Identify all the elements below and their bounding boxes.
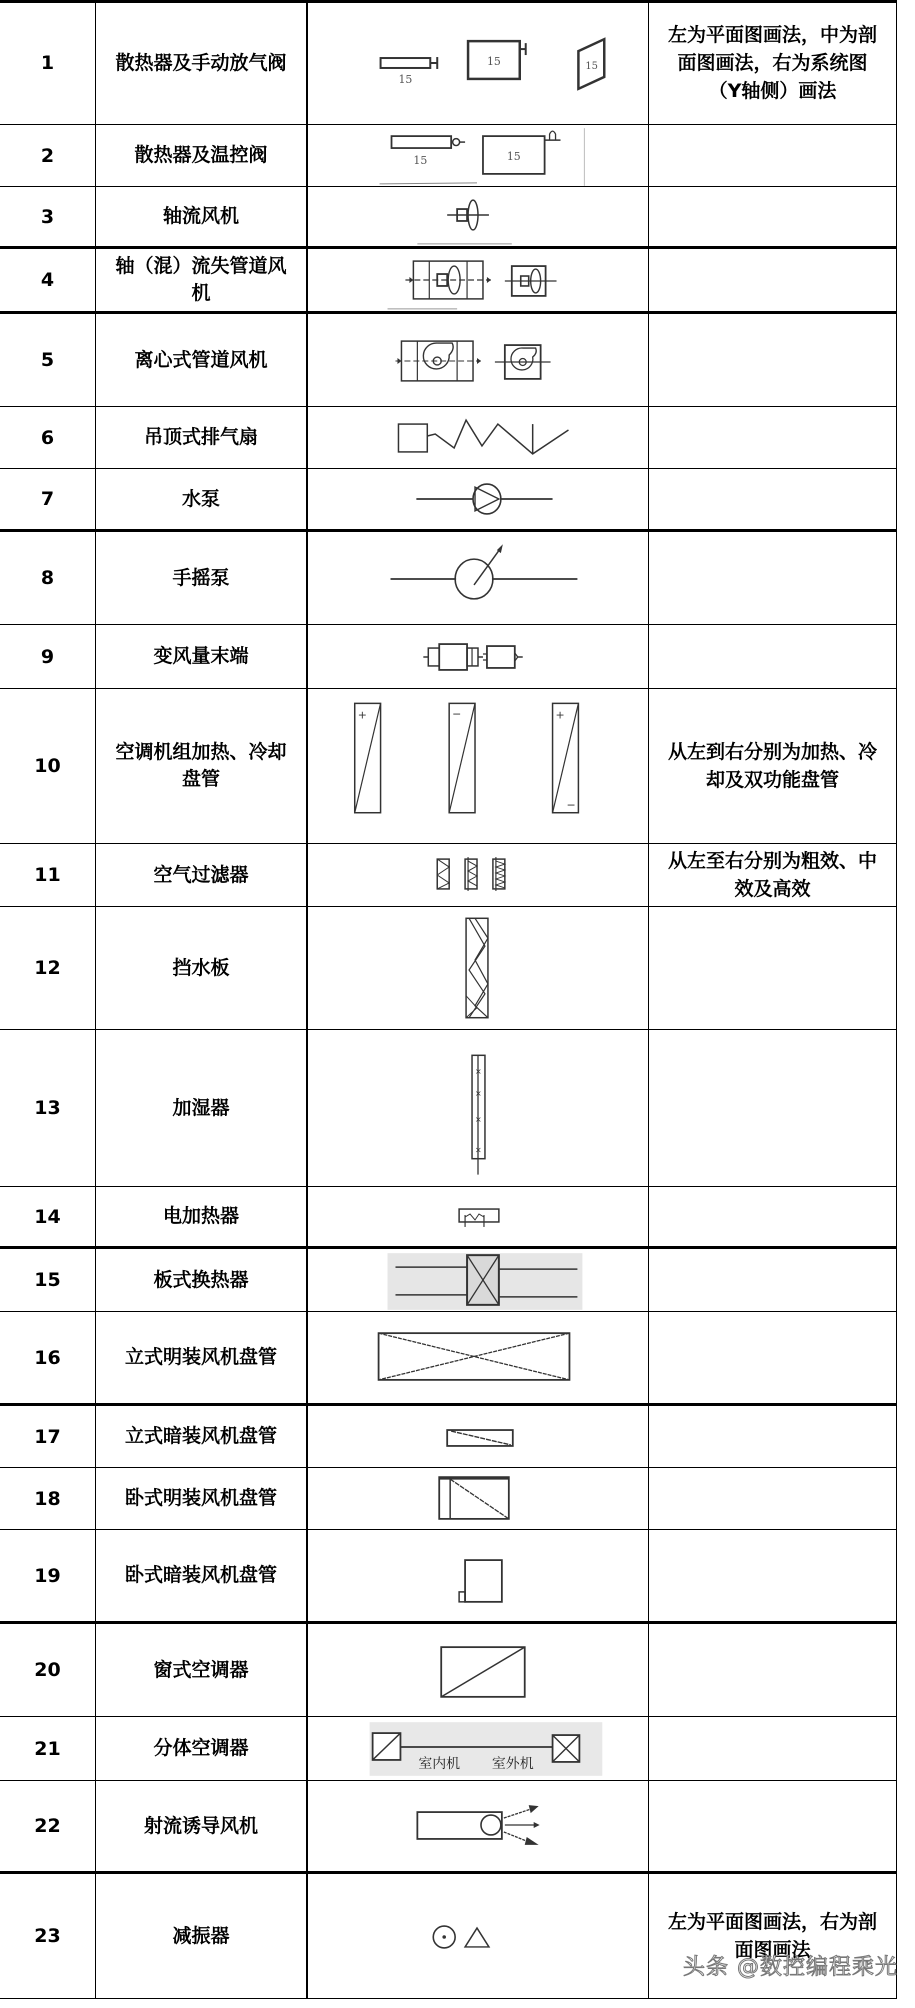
row-name: 离心式管道风机 xyxy=(95,314,306,406)
row-note xyxy=(648,469,897,529)
svg-text:15: 15 xyxy=(398,72,413,86)
table-row xyxy=(0,1249,897,1312)
svg-text:室内机: 室内机 xyxy=(418,1755,461,1772)
row-name: 手摇泵 xyxy=(95,532,306,624)
svg-text:−: − xyxy=(452,706,462,720)
window-air-conditioner-icon xyxy=(306,1624,648,1716)
table-row xyxy=(0,1530,897,1624)
row-note xyxy=(648,1530,897,1621)
svg-text:×: × xyxy=(475,1114,482,1124)
row-name: 卧式暗装风机盘管 xyxy=(95,1530,306,1621)
row-note: 左为平面图画法，右为剖面图画法 xyxy=(648,1874,897,1998)
eliminator-icon xyxy=(306,907,648,1029)
row-name: 板式换热器 xyxy=(95,1249,306,1311)
row-note xyxy=(648,1406,897,1467)
row-name: 窗式空调器 xyxy=(95,1624,306,1716)
row-note xyxy=(648,1717,897,1780)
row-note xyxy=(648,1312,897,1403)
svg-text:×: × xyxy=(475,1088,482,1098)
row-number: 7 xyxy=(40,488,55,510)
table-row xyxy=(0,314,897,407)
row-name: 立式明装风机盘管 xyxy=(95,1312,306,1403)
vertical-exposed-fcu-icon xyxy=(306,1312,648,1403)
row-name: 轴流风机 xyxy=(95,187,306,246)
table-row xyxy=(0,844,897,907)
row-number: 14 xyxy=(34,1205,61,1228)
row-note xyxy=(648,1624,897,1716)
water-pump-icon xyxy=(306,469,648,529)
horizontal-exposed-fcu-icon xyxy=(306,1468,648,1529)
centrifugal-duct-fan-icon xyxy=(306,314,648,406)
row-note xyxy=(648,532,897,624)
row-number: 18 xyxy=(34,1487,61,1510)
inline-duct-fan-icon xyxy=(306,249,648,311)
svg-text:15: 15 xyxy=(486,54,501,68)
row-note xyxy=(648,249,897,311)
row-number: 8 xyxy=(40,567,55,589)
row-name: 卧式明装风机盘管 xyxy=(95,1468,306,1529)
table-row xyxy=(0,125,897,187)
row-number: 12 xyxy=(34,957,61,979)
row-note xyxy=(648,1030,897,1186)
row-name: 空气过滤器 xyxy=(95,844,306,906)
row-name: 变风量末端 xyxy=(95,625,306,688)
row-note xyxy=(648,1781,897,1871)
electric-heater-icon xyxy=(306,1187,648,1246)
row-note xyxy=(648,907,897,1029)
table-row xyxy=(0,1624,897,1717)
row-note xyxy=(648,407,897,468)
row-note xyxy=(648,1187,897,1246)
table-row xyxy=(0,1030,897,1187)
row-number: 9 xyxy=(40,645,55,668)
row-note: 左为平面图画法，中为剖面图画法，右为系统图（Y轴侧）画法 xyxy=(648,2,897,124)
row-number: 20 xyxy=(34,1659,61,1681)
table-row xyxy=(0,689,897,844)
table-row xyxy=(0,2,897,125)
row-number: 23 xyxy=(34,1925,61,1947)
row-number: 16 xyxy=(34,1346,61,1369)
row-name: 空调机组加热、冷却盘管 xyxy=(95,689,306,843)
table-row xyxy=(0,1781,897,1874)
split-air-conditioner-icon xyxy=(306,1717,648,1780)
row-name: 电加热器 xyxy=(95,1187,306,1246)
row-number: 6 xyxy=(40,426,55,449)
row-note: 从左至右分别为粗效、中效及高效 xyxy=(648,844,897,906)
table-row xyxy=(0,249,897,314)
jet-induction-fan-icon xyxy=(306,1781,648,1871)
table-row xyxy=(0,532,897,625)
row-name: 分体空调器 xyxy=(95,1717,306,1780)
svg-text:−: − xyxy=(566,798,576,812)
humidifier-icon xyxy=(306,1030,648,1186)
table-row xyxy=(0,1717,897,1781)
vibration-isolator-icon xyxy=(306,1874,648,1998)
row-name: 吊顶式排气扇 xyxy=(95,407,306,468)
row-name: 散热器及温控阀 xyxy=(95,125,306,186)
row-name: 水泵 xyxy=(95,469,306,529)
svg-text:15: 15 xyxy=(506,149,521,163)
row-note xyxy=(648,1249,897,1311)
svg-text:15: 15 xyxy=(413,153,428,167)
row-note xyxy=(648,1468,897,1529)
hand-pump-icon xyxy=(306,532,648,624)
vertical-concealed-fcu-icon xyxy=(306,1406,648,1467)
row-name: 挡水板 xyxy=(95,907,306,1029)
table-row xyxy=(0,1187,897,1249)
row-note xyxy=(648,187,897,246)
heating-cooling-coils-icon xyxy=(306,689,648,843)
plate-heat-exchanger-icon xyxy=(306,1249,648,1311)
axial-fan-icon xyxy=(306,187,648,246)
row-note: 从左到右分别为加热、冷却及双功能盘管 xyxy=(648,689,897,843)
table-row xyxy=(0,1468,897,1530)
table-row xyxy=(0,407,897,469)
ceiling-exhaust-fan-icon xyxy=(306,407,648,468)
row-number: 21 xyxy=(34,1737,61,1760)
row-number: 19 xyxy=(34,1564,61,1587)
row-number: 4 xyxy=(40,269,55,291)
row-number: 2 xyxy=(40,144,55,167)
row-name: 散热器及手动放气阀 xyxy=(95,2,306,124)
row-number: 10 xyxy=(34,755,61,777)
vav-terminal-icon xyxy=(306,625,648,688)
row-number: 1 xyxy=(40,52,55,74)
row-name: 减振器 xyxy=(95,1874,306,1998)
radiator-thermostatic-valve-icon xyxy=(306,125,648,186)
row-note xyxy=(648,125,897,186)
row-number: 17 xyxy=(34,1425,61,1448)
table-row xyxy=(0,1406,897,1468)
watermark: 头条 @数控编程乘光 xyxy=(683,1955,898,1980)
table-row xyxy=(0,469,897,532)
row-number: 22 xyxy=(34,1815,61,1837)
row-number: 5 xyxy=(40,349,55,371)
row-name: 加湿器 xyxy=(95,1030,306,1186)
row-number: 15 xyxy=(34,1269,61,1291)
table-row xyxy=(0,1312,897,1406)
row-number: 11 xyxy=(34,864,61,886)
row-name: 轴（混）流失管道风机 xyxy=(95,249,306,311)
radiator-manual-air-valve-icon xyxy=(306,2,648,124)
svg-text:室外机: 室外机 xyxy=(491,1755,534,1772)
svg-text:×: × xyxy=(475,1145,482,1155)
svg-text:+: + xyxy=(357,707,367,721)
table-row xyxy=(0,187,897,249)
horizontal-concealed-fcu-icon xyxy=(306,1530,648,1621)
table-row xyxy=(0,907,897,1030)
row-name: 立式暗装风机盘管 xyxy=(95,1406,306,1467)
row-number: 13 xyxy=(34,1097,61,1119)
row-name: 射流诱导风机 xyxy=(95,1781,306,1871)
row-number: 3 xyxy=(40,205,55,228)
table-row xyxy=(0,625,897,689)
row-note xyxy=(648,625,897,688)
svg-text:×: × xyxy=(475,1066,482,1076)
air-filters-icon xyxy=(306,844,648,906)
svg-text:+: + xyxy=(555,707,565,721)
row-note xyxy=(648,314,897,406)
svg-text:15: 15 xyxy=(585,60,599,72)
